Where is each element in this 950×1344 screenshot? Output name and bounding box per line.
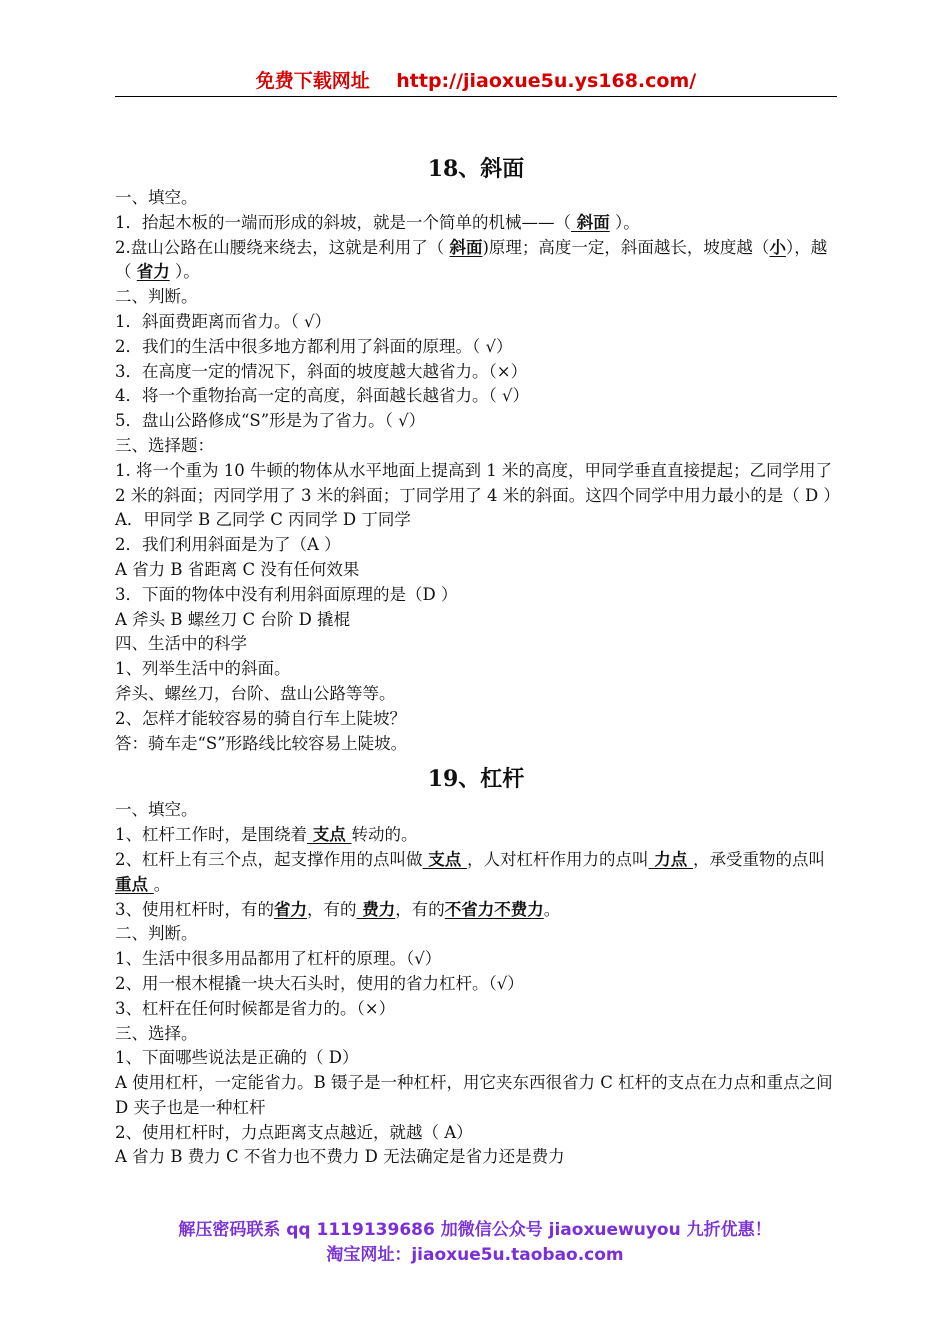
footer-contact: 解压密码联系 qq 1119139686 加微信公众号 jiaoxuewuyou 九折优惠！	[178, 1220, 772, 1240]
page-header	[115, 66, 837, 97]
section-heading: 三、选择题：	[115, 435, 214, 455]
question-line: 1．抬起木板的一端而形成的斜坡，就是一个简单的机械——（ 斜面 ）。	[115, 212, 640, 232]
choice-question: 2．我们利用斜面是为了（A ）	[115, 535, 341, 555]
question-line: 2、杠杆上有三个点，起支撑作用的点叫做 支点 ，人对杠杆作用力的点叫 力点 ，承受重物的点叫 重点 。	[115, 849, 825, 894]
document-body	[115, 152, 840, 1170]
footer-shop-url[interactable]: 淘宝网址：jiaoxue5u.taobao.com	[326, 1245, 624, 1265]
answer: 省力	[136, 262, 170, 282]
life-answer: 答：骑车走“S”形路线比较容易上陡坡。	[115, 733, 408, 753]
answer: 支点	[422, 849, 467, 869]
section-heading: 四、生活中的科学	[115, 634, 247, 654]
answer: 斜面	[449, 237, 483, 257]
judge-item: 2．我们的生活中很多地方都利用了斜面的原理。（ √）	[115, 336, 513, 356]
lesson-18-title: 18、斜面	[427, 156, 525, 182]
choice-options: A 省力 B 费力 C 不省力也不费力 D 无法确定是省力还是费力	[115, 1147, 565, 1167]
life-question: 2、怎样才能较容易的骑自行车上陡坡？	[115, 708, 406, 728]
choice-options: A．甲同学 B 乙同学 C 丙同学 D 丁同学	[115, 510, 411, 530]
answer: 省力	[274, 899, 307, 919]
choice-question: 2、使用杠杆时，力点距离支点越近，就越（ A）	[115, 1122, 473, 1142]
answer: 小	[769, 237, 786, 257]
judge-item: 3．在高度一定的情况下，斜面的坡度越大越省力。（×）	[115, 361, 528, 381]
section-heading: 三、选择。	[115, 1023, 198, 1043]
answer: 力点	[648, 849, 693, 869]
choice-question: 3．下面的物体中没有利用斜面原理的是（D ）	[115, 584, 458, 604]
question-line: 3、使用杠杆时，有的省力，有的 费力，有的不省力不费力。	[115, 899, 561, 919]
choice-question: 1. 将一个重为 10 牛顿的物体从水平地面上提高到 1 米的高度，甲同学垂直直接提起；乙同学用了 2 米的斜面；丙同学用了 3 米的斜面；丁同学用了 4 米的斜面。这四个同学中用力最小的是（ D ）	[115, 460, 840, 505]
header-label: 免费下载网址	[255, 70, 370, 92]
answer: 不省力不费力	[444, 899, 544, 919]
judge-item: 5．盘山公路修成“S”形是为了省力。（ √）	[115, 411, 426, 431]
answer: 费力	[356, 899, 396, 919]
choice-options: A 斧头 B 螺丝刀 C 台阶 D 撬棍	[115, 609, 351, 629]
section-heading: 一、填空。	[115, 188, 198, 207]
question-line: 1、杠杆工作时，是围绕着 支点 转动的。	[115, 825, 418, 845]
life-question: 1、列举生活中的斜面。	[115, 659, 291, 679]
section-heading: 二、判断。	[115, 924, 198, 944]
judge-item: 1、生活中很多用品都用了杠杆的原理。（√）	[115, 949, 442, 969]
judge-item: 1．斜面费距离而省力。（ √）	[115, 311, 332, 331]
judge-item: 4．将一个重物抬高一定的高度，斜面越长越省力。（ √）	[115, 386, 530, 406]
judge-item: 2、用一根木棍撬一块大石头时，使用的省力杠杆。（√）	[115, 973, 524, 993]
lesson-19-title: 19、杠杆	[427, 766, 525, 793]
choice-question: 1、下面哪些说法是正确的（ D）	[115, 1048, 359, 1068]
life-answer: 斧头、螺丝刀，台阶、盘山公路等等。	[115, 683, 396, 703]
answer: 支点	[307, 825, 352, 845]
section-heading: 一、填空。	[115, 800, 198, 820]
judge-item: 3、杠杆在任何时候都是省力的。（×）	[115, 998, 396, 1018]
answer: 重点	[115, 874, 154, 894]
choice-options: A 省力 B 省距离 C 没有任何效果	[115, 559, 360, 579]
page-footer	[0, 1218, 950, 1268]
answer: 斜面	[571, 212, 610, 232]
header-url[interactable]: http://jiaoxue5u.ys168.com/	[396, 70, 697, 92]
section-heading: 二、判断。	[115, 287, 198, 307]
choice-options: A 使用杠杆，一定能省力。B 镊子是一种杠杆，用它夹东西很省力 C 杠杆的支点在力点和重点之间 D 夹子也是一种杠杆	[115, 1073, 833, 1117]
question-line: 2.盘山公路在山腰绕来绕去，这就是利用了（ 斜面)原理；高度一定，斜面越长，坡度越（小），越（ 省力 ）。	[115, 237, 828, 282]
